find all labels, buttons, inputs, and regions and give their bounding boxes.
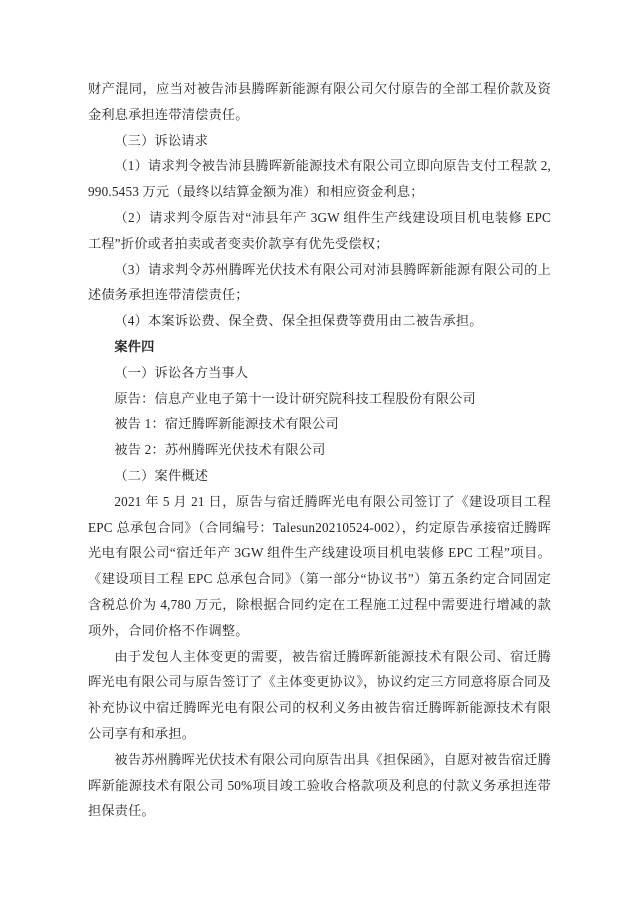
para-liability-continuation: 财产混同，应当对被告沛县腾晖新能源有限公司欠付原告的全部工程价款及资金利息承担连带清偿责任。 <box>88 81 551 122</box>
para-contract-overview: 2021 年 5 月 21 日，原告与宿迁腾晖光电有限公司签订了《建设项目工程 EPC 总承包合同》（合同编号：Talesun20210524-002），约定原告承接宿迁腾晖光电有限公司“宿迁年产 3GW 组件生产线建设项目机电装修 EPC 工程”项目。《建设项目工程 EPC 总承包合同》（第一部分“协议书”）第五条约定合同固定含税总价为 4,780 万元，除根据合同约定在工程施工过程中需要进行增减的款项外，合同价格不作调整。 <box>88 493 551 638</box>
party-defendant-2: 被告 2：苏州腾晖光伏技术有限公司 <box>114 442 326 458</box>
heading-parties: （一）诉讼各方当事人 <box>114 364 249 380</box>
heading-litigation-claims: （三）诉讼请求 <box>114 132 209 148</box>
claim-item-2: （2）请求判令原告对“沛县年产 3GW 组件生产线建设项目机电装修 EPC 工程”折价或者拍卖或者变卖价款享有优先受偿权； <box>88 209 551 251</box>
party-defendant-1: 被告 1：宿迁腾晖新能源技术有限公司 <box>114 416 339 432</box>
heading-case-summary: （二）案件概述 <box>114 467 209 483</box>
party-plaintiff: 原告：信息产业电子第十一设计研究院科技工程股份有限公司 <box>114 390 476 406</box>
para-guarantee: 被告苏州腾晖光伏技术有限公司向原告出具《担保函》，自愿对被告宿迁腾晖新能源技术有限公司 50%项目竣工验收合格款项及利息的付款义务承担连带担保责任。 <box>88 751 551 819</box>
claim-item-1: （1）请求判令被告沛县腾晖新能源技术有限公司立即向原告支付工程款 2,990.5453 万元（最终以结算金额为准）和相应资金利息； <box>88 158 551 200</box>
claim-item-4: （4）本案诉讼费、保全费、保全担保费等费用由二被告承担。 <box>114 313 483 329</box>
para-subject-change: 由于发包人主体变更的需要，被告宿迁腾晖新能源技术有限公司、宿迁腾晖光电有限公司与原告签订了《主体变更协议》，协议约定三方同意将原合同及补充协议中宿迁腾晖光电有限公司的权利义务由被告宿迁腾晖新能源技术有限公司享有和承担。 <box>88 648 551 741</box>
claim-item-3: （3）请求判令苏州腾晖光伏技术有限公司对沛县腾晖新能源有限公司的上述债务承担连带清偿责任； <box>88 261 551 303</box>
heading-case-four: 案件四 <box>114 338 155 354</box>
